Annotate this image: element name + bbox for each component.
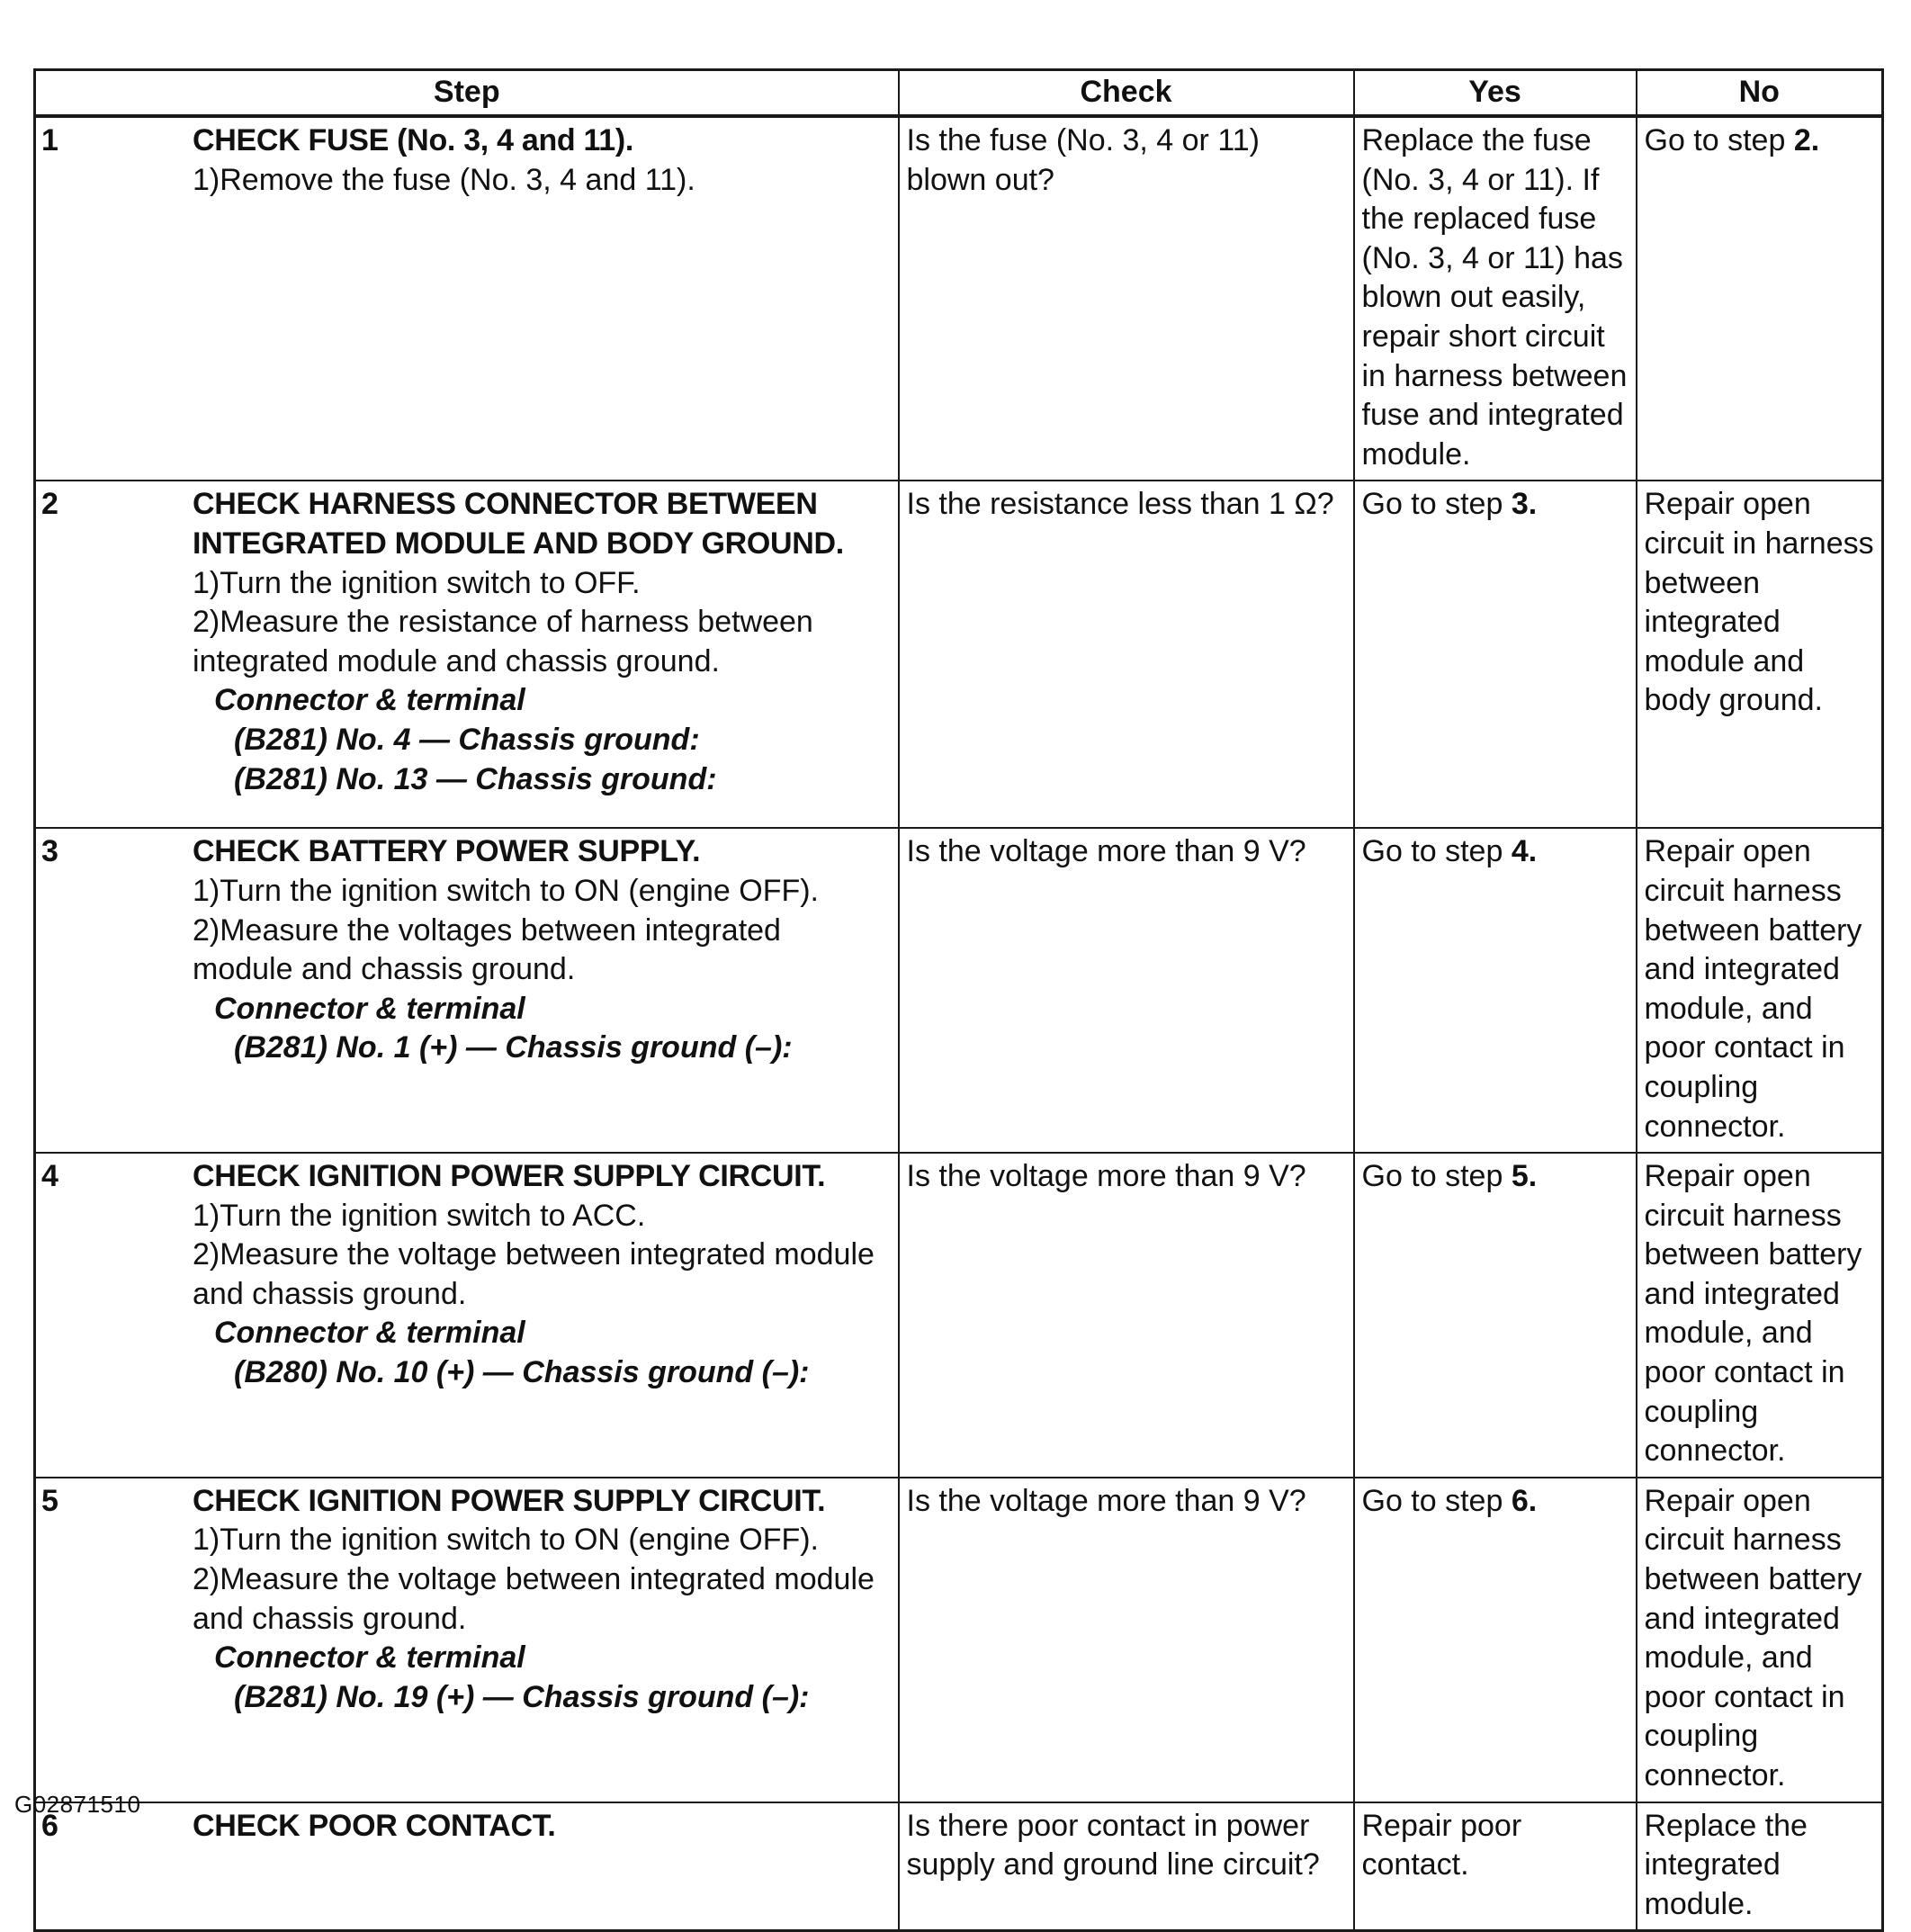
step-instruction: 1)Turn the ignition switch to ON (engine OFF). [193, 873, 820, 908]
yes-cell [1354, 1478, 1637, 1802]
connector-terminal-item: (B281) No. 13 — Chassis ground: [234, 761, 717, 796]
step-instruction: 1)Turn the ignition switch to OFF. [193, 565, 641, 600]
yes-cell [1354, 116, 1637, 481]
step-body [193, 832, 891, 1068]
step-number: 5 [41, 1483, 58, 1518]
check-cell: Is there poor contact in power supply and ground line circuit? [899, 1802, 1354, 1931]
step-instruction: 2)Measure the voltages between integrated module and chassis ground. [193, 912, 781, 987]
diagnostic-table [33, 68, 1884, 1932]
yes-step-ref: 4. [1511, 834, 1538, 869]
yes-cell [1354, 1802, 1637, 1931]
connector-terminal-item: (B281) No. 1 (+) — Chassis ground (–): [234, 1030, 793, 1065]
step-cell [35, 1153, 899, 1478]
step-cell [35, 1802, 899, 1931]
yes-text: Repair poor contact. [1361, 1808, 1522, 1883]
step-cell [35, 828, 899, 1153]
step-number: 1 [41, 123, 58, 157]
no-cell [1637, 481, 1883, 828]
step-number: 2 [41, 487, 58, 522]
document-code: G02871510 [14, 1791, 141, 1818]
no-cell [1637, 116, 1883, 481]
connector-terminal-label: Connector & terminal [214, 1316, 525, 1351]
yes-cell [1354, 1153, 1637, 1478]
no-text: Repair open circuit harness between battery and integrated module, and poor contact in coupling connector. [1644, 834, 1862, 1144]
table-row [35, 481, 1883, 828]
header-step: Step [35, 70, 899, 117]
no-cell [1637, 1478, 1883, 1802]
step-title: CHECK FUSE (No. 3, 4 and 11). [193, 123, 634, 157]
header-no: No [1637, 70, 1883, 117]
step-body [193, 1157, 891, 1393]
step-body [193, 1482, 891, 1718]
table-row [35, 828, 1883, 1153]
step-title: CHECK IGNITION POWER SUPPLY CIRCUIT. [193, 1483, 826, 1518]
no-cell [1637, 1802, 1883, 1931]
no-text: Repair open circuit harness between battery and integrated module, and poor contact in coupling connector. [1644, 1483, 1862, 1793]
yes-step-ref: 3. [1511, 487, 1538, 522]
check-cell: Is the voltage more than 9 V? [899, 1153, 1354, 1478]
step-instruction: 2)Measure the voltage between integrated module and chassis ground. [193, 1562, 875, 1636]
connector-terminal-label: Connector & terminal [214, 991, 525, 1026]
no-text: Go to step [1644, 123, 1786, 157]
step-body [193, 121, 891, 200]
yes-text: Go to step [1361, 1483, 1503, 1518]
step-body [193, 1807, 891, 1847]
check-cell: Is the voltage more than 9 V? [899, 1478, 1354, 1802]
connector-terminal-label: Connector & terminal [214, 683, 525, 718]
step-instruction: 2)Measure the resistance of harness between integrated module and chassis ground. [193, 605, 813, 678]
yes-text: Go to step [1361, 1159, 1503, 1194]
step-cell [35, 116, 899, 481]
table-row [35, 116, 1883, 481]
step-instruction: 1)Turn the ignition switch to ON (engine OFF). [193, 1523, 820, 1558]
yes-cell [1354, 828, 1637, 1153]
step-number: 6 [41, 1808, 58, 1843]
header-yes: Yes [1354, 70, 1637, 117]
table-row [35, 1153, 1883, 1478]
step-instruction: 1)Turn the ignition switch to ACC. [193, 1198, 646, 1233]
yes-step-ref: 5. [1511, 1159, 1538, 1194]
yes-step-ref: 6. [1511, 1483, 1538, 1518]
no-text: Repair open circuit harness between battery and integrated module, and poor contact in coupling connector. [1644, 1159, 1862, 1469]
connector-terminal-item: (B281) No. 19 (+) — Chassis ground (–): [234, 1679, 810, 1714]
no-step-ref: 2. [1793, 123, 1820, 157]
step-cell [35, 1478, 899, 1802]
header-check: Check [899, 70, 1354, 117]
yes-cell [1354, 481, 1637, 828]
table-body [35, 116, 1883, 1931]
check-cell: Is the fuse (No. 3, 4 or 11) blown out? [899, 116, 1354, 481]
step-title: CHECK HARNESS CONNECTOR BETWEEN INTEGRATED MODULE AND BODY GROUND. [193, 487, 844, 561]
header-row [35, 70, 1883, 117]
step-body [193, 485, 891, 799]
yes-text: Go to step [1361, 487, 1503, 522]
no-text: Replace the integrated module. [1644, 1808, 1808, 1921]
step-title: CHECK IGNITION POWER SUPPLY CIRCUIT. [193, 1159, 826, 1194]
connector-terminal-item: (B281) No. 4 — Chassis ground: [234, 722, 700, 757]
check-cell: Is the voltage more than 9 V? [899, 828, 1354, 1153]
no-cell [1637, 828, 1883, 1153]
table-row [35, 1802, 1883, 1931]
step-cell [35, 481, 899, 828]
step-number: 3 [41, 834, 58, 869]
yes-text: Replace the fuse (No. 3, 4 or 11). If the replaced fuse (No. 3, 4 or 11) has blown out easily, repair short circuit in harness between fuse and integrated module. [1361, 123, 1628, 472]
no-cell [1637, 1153, 1883, 1478]
step-title: CHECK POOR CONTACT. [193, 1808, 556, 1843]
step-number: 4 [41, 1159, 58, 1194]
connector-terminal-label: Connector & terminal [214, 1640, 525, 1676]
step-instruction: 1)Remove the fuse (No. 3, 4 and 11). [193, 162, 695, 197]
table-row [35, 1478, 1883, 1802]
yes-text: Go to step [1361, 834, 1503, 869]
check-cell: Is the resistance less than 1 Ω? [899, 481, 1354, 828]
step-instruction: 2)Measure the voltage between integrated module and chassis ground. [193, 1237, 875, 1311]
step-title: CHECK BATTERY POWER SUPPLY. [193, 834, 701, 869]
connector-terminal-item: (B280) No. 10 (+) — Chassis ground (–): [234, 1355, 810, 1390]
no-text: Repair open circuit in harness between integrated module and body ground. [1644, 487, 1874, 718]
